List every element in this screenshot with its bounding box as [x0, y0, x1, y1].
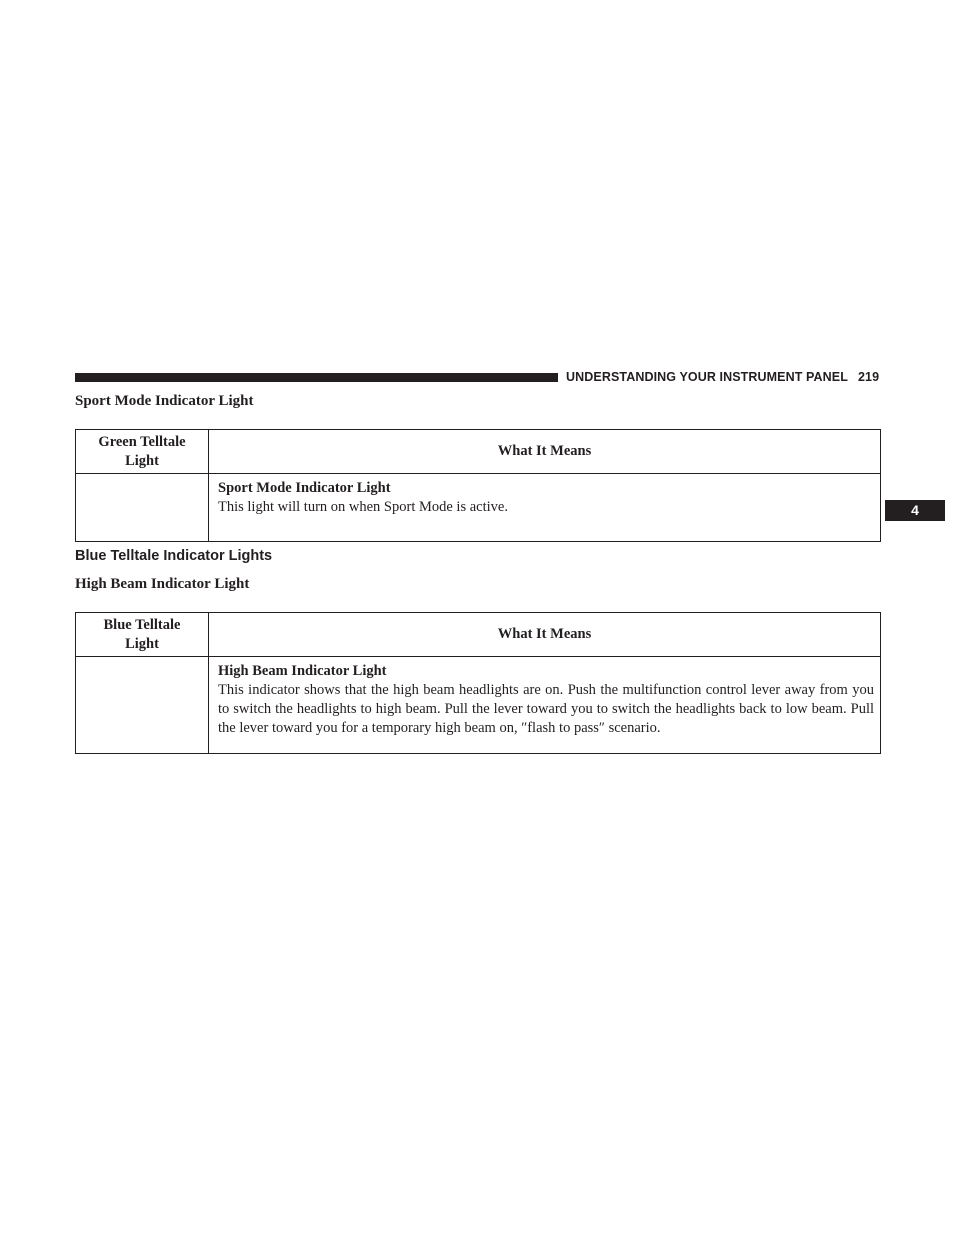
row-title: Sport Mode Indicator Light [218, 480, 391, 496]
telltale-icon-cell [76, 657, 209, 754]
telltale-column-header: Blue Telltale Light [76, 613, 209, 657]
high-beam-table [75, 612, 881, 754]
sport-mode-heading: Sport Mode Indicator Light [75, 393, 254, 409]
table-row [76, 474, 881, 542]
sport-mode-table [75, 429, 881, 542]
page-number: 219 [857, 370, 880, 384]
running-header-title: UNDERSTANDING YOUR INSTRUMENT PANEL [566, 370, 848, 384]
table-row [76, 657, 881, 754]
row-description: This indicator shows that the high beam headlights are on. Push the multifunction control lever away from you to switch the headlights to high beam. Pull the lever toward you to switch the headlights back to low beam. Pull the lever toward you for a temporary high beam on, ″flash to pass″ scenario. [218, 682, 874, 736]
telltale-column-header: Green Telltale Light [76, 430, 209, 474]
meaning-column-header: What It Means [209, 430, 881, 474]
meaning-column-header: What It Means [209, 613, 881, 657]
row-description: This light will turn on when Sport Mode is active. [218, 499, 508, 515]
running-header [566, 370, 879, 384]
chapter-tab[interactable]: 4 [885, 500, 945, 521]
telltale-icon-cell [76, 474, 209, 542]
blue-telltale-heading: Blue Telltale Indicator Lights [75, 548, 273, 564]
table-header-row [76, 613, 881, 657]
meaning-cell [209, 474, 881, 542]
meaning-cell [209, 657, 881, 754]
row-title: High Beam Indicator Light [218, 663, 387, 679]
table-header-row [76, 430, 881, 474]
high-beam-heading: High Beam Indicator Light [75, 576, 250, 592]
header-rule [75, 373, 558, 382]
